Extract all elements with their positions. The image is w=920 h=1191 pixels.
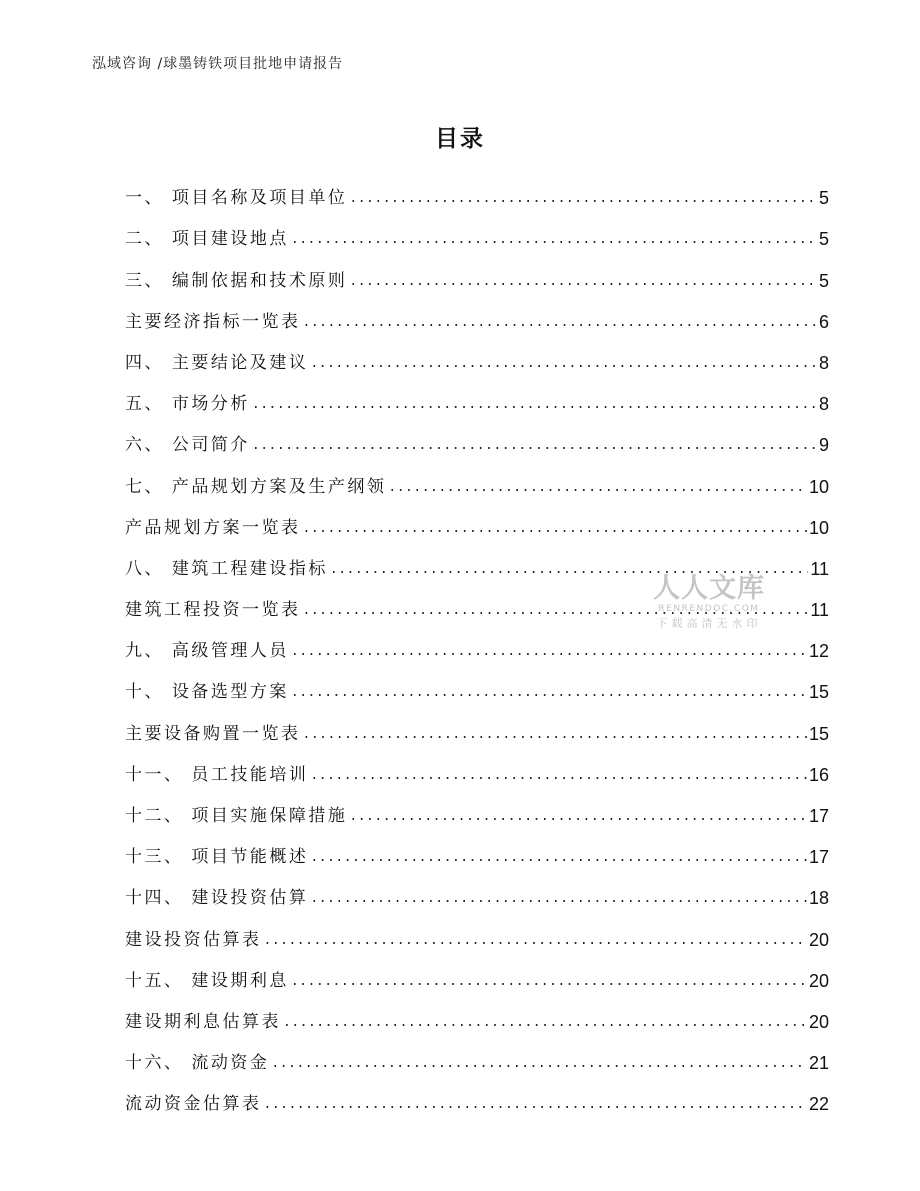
toc-entry-label: 十六、 流动资金 [125, 1053, 270, 1074]
toc-dot-leader [264, 1098, 807, 1111]
toc-entry[interactable] [125, 825, 829, 866]
toc-entry[interactable] [125, 990, 829, 1031]
toc-entry-label: 建设期利息估算表 [125, 1011, 281, 1032]
toc-dot-leader [252, 398, 817, 411]
toc-entry[interactable] [125, 743, 829, 784]
toc-dot-leader [388, 481, 807, 494]
toc-entry-page-number: 10 [808, 476, 829, 497]
toc-entry-page-number: 6 [818, 311, 829, 332]
toc-entry-label: 建设投资估算表 [125, 929, 262, 950]
toc-entry-label: 主要设备购置一览表 [125, 723, 301, 744]
toc-entry-page-number: 11 [810, 600, 829, 621]
toc-dot-leader [310, 769, 807, 782]
toc-entry[interactable] [125, 454, 829, 495]
toc-entry-page-number: 8 [818, 394, 829, 415]
table-of-contents [125, 166, 829, 1113]
toc-entry-page-number: 15 [808, 682, 829, 703]
toc-entry-page-number: 10 [808, 517, 829, 538]
toc-entry-label: 八、 建筑工程建设指标 [125, 558, 328, 579]
toc-entry-page-number: 5 [818, 270, 829, 291]
toc-entry[interactable] [125, 1031, 829, 1072]
toc-entry-label: 十五、 建设期利息 [125, 970, 289, 991]
toc-entry-label: 六、 公司简介 [125, 435, 250, 456]
toc-entry-page-number: 21 [808, 1053, 829, 1074]
toc-entry-label: 十二、 项目实施保障措施 [125, 806, 348, 826]
toc-entry-label: 五、 市场分析 [125, 394, 250, 415]
toc-entry-page-number: 11 [810, 558, 829, 579]
toc-entry-label: 十、 设备选型方案 [125, 682, 289, 703]
toc-entry[interactable] [125, 372, 829, 413]
toc-entry-label: 产品规划方案一览表 [125, 517, 301, 538]
toc-dot-leader [310, 851, 807, 864]
toc-entry[interactable] [125, 166, 829, 207]
toc-entry-page-number: 5 [818, 188, 829, 209]
toc-entry[interactable] [125, 248, 829, 289]
toc-dot-leader [291, 233, 817, 246]
toc-dot-leader [291, 645, 807, 658]
toc-entry-label: 九、 高级管理人员 [125, 641, 289, 662]
toc-entry[interactable] [125, 290, 829, 331]
toc-entry-page-number: 22 [808, 1094, 829, 1115]
toc-dot-leader [349, 192, 817, 205]
toc-entry[interactable] [125, 949, 829, 990]
toc-dot-leader [283, 1016, 807, 1029]
toc-dot-leader [310, 892, 807, 905]
toc-dot-leader [349, 810, 807, 823]
watermark-subtitle: 下载高清无水印 [656, 617, 762, 630]
toc-entry-label: 主要经济指标一览表 [125, 311, 301, 332]
toc-entry[interactable] [125, 907, 829, 948]
toc-entry-page-number: 17 [808, 806, 829, 826]
toc-entry[interactable] [125, 413, 829, 454]
toc-entry[interactable] [125, 496, 829, 537]
toc-entry-label: 三、 编制依据和技术原则 [125, 270, 348, 291]
toc-dot-leader [291, 975, 807, 988]
toc-entry[interactable] [125, 207, 829, 248]
toc-entry-label: 十四、 建设投资估算 [125, 888, 309, 909]
toc-dot-leader [349, 275, 817, 288]
toc-entry-page-number: 17 [808, 847, 829, 868]
toc-entry[interactable] [125, 537, 829, 578]
toc-dot-leader [252, 439, 817, 452]
toc-dot-leader [310, 357, 817, 370]
toc-entry[interactable] [125, 1072, 829, 1113]
toc-entry-page-number: 20 [808, 970, 829, 991]
toc-entry-label: 二、 项目建设地点 [125, 229, 289, 250]
watermark-logo-text: 人人文库 [653, 573, 765, 604]
toc-entry-label: 建筑工程投资一览表 [125, 600, 301, 621]
toc-entry-label: 四、 主要结论及建议 [125, 352, 309, 373]
toc-entry[interactable] [125, 701, 829, 742]
toc-entry[interactable] [125, 619, 829, 660]
toc-entry-label: 七、 产品规划方案及生产纲领 [125, 476, 387, 497]
toc-dot-leader [303, 728, 807, 741]
toc-dot-leader [303, 316, 817, 329]
toc-entry[interactable] [125, 660, 829, 701]
toc-entry-page-number: 20 [808, 929, 829, 950]
toc-dot-leader [303, 604, 809, 617]
toc-entry[interactable] [125, 331, 829, 372]
toc-entry-page-number: 12 [808, 641, 829, 662]
toc-dot-leader [291, 686, 807, 699]
toc-entry-page-number: 20 [808, 1011, 829, 1032]
toc-entry-page-number: 16 [808, 764, 829, 785]
toc-dot-leader [330, 563, 808, 576]
page-title: 目录 [435, 126, 485, 152]
toc-entry[interactable] [125, 784, 829, 825]
toc-entry[interactable] [125, 866, 829, 907]
document-header: 泓域咨询 /球墨铸铁项目批地申请报告 [92, 56, 344, 72]
toc-entry-label: 十三、 项目节能概述 [125, 847, 309, 868]
toc-entry-label: 一、 项目名称及项目单位 [125, 188, 348, 209]
toc-entry-page-number: 15 [808, 723, 829, 744]
watermark-url: RENRENDOC.COM [658, 604, 760, 614]
toc-entry-page-number: 8 [818, 352, 829, 373]
toc-dot-leader [303, 522, 807, 535]
toc-entry-page-number: 5 [818, 229, 829, 250]
toc-dot-leader [271, 1057, 807, 1070]
toc-entry-label: 十一、 员工技能培训 [125, 764, 309, 785]
toc-entry-page-number: 18 [808, 888, 829, 909]
toc-entry-label: 流动资金估算表 [125, 1094, 262, 1115]
toc-entry[interactable] [125, 578, 829, 619]
toc-dot-leader [264, 934, 807, 947]
toc-entry-page-number: 9 [818, 435, 829, 456]
